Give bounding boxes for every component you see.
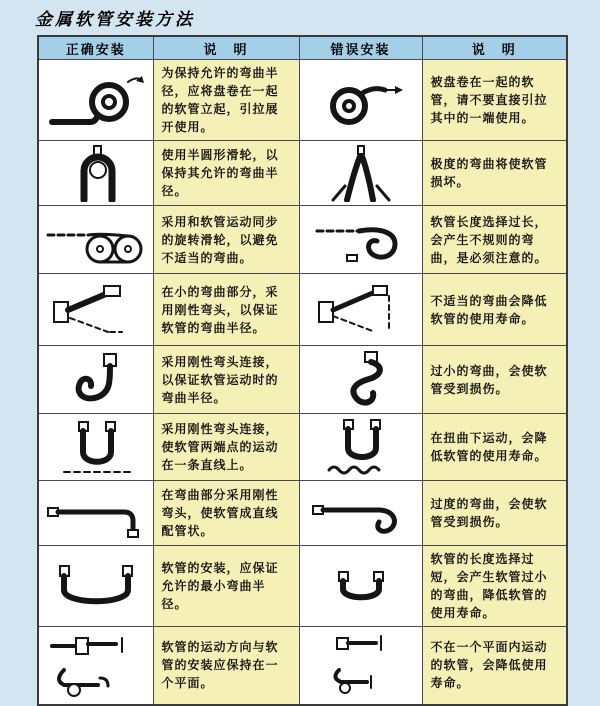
twisted-u-icon [311, 418, 411, 476]
semicircular-pulley-icon [46, 144, 146, 202]
correct-desc: 采用刚性弯头连接，使软管两端点的运动在一条直线上。 [153, 414, 299, 481]
table-row [38, 481, 567, 546]
header-description-2: 说 明 [422, 36, 567, 60]
correct-image-cell [38, 346, 153, 414]
correct-image-cell [38, 627, 153, 705]
correct-image-cell [38, 414, 153, 481]
rigid-elbow-icon [46, 280, 146, 340]
correct-desc: 采用刚性弯头连接，以保证软管运动时的弯曲半径。 [153, 346, 299, 414]
correct-image-cell [38, 141, 153, 206]
sharp-fold-icon [311, 144, 411, 202]
small-bend-icon [311, 350, 411, 410]
table-row [38, 546, 567, 627]
rotating-pulley-icon [44, 211, 148, 269]
wrong-image-cell [299, 60, 422, 141]
elbow-connect-icon [46, 350, 146, 410]
table-row [38, 627, 567, 705]
header-row [38, 36, 567, 60]
wrong-desc: 不适当的弯曲会降低软管的使用寿命。 [422, 274, 567, 346]
wrong-desc: 过度的弯曲，会使软管受到损伤。 [422, 481, 567, 546]
page-title: 金属软管安装方法 [35, 10, 195, 30]
in-plane-icon [44, 632, 148, 698]
header-wrong-install: 错误安装 [299, 36, 422, 60]
wrong-image-cell [299, 141, 422, 206]
wrong-desc: 在扭曲下运动，会降低软管的使用寿命。 [422, 414, 567, 481]
correct-image-cell [38, 274, 153, 346]
straight-pipe-elbow-icon [46, 486, 146, 540]
wrong-desc: 不在一个平面内运动的软管，会降低使用寿命。 [422, 627, 567, 705]
over-bend-icon [311, 486, 411, 540]
wrong-image-cell [299, 414, 422, 481]
wrong-image-cell [299, 346, 422, 414]
wrong-image-cell [299, 546, 422, 627]
correct-image-cell [38, 60, 153, 141]
wrong-image-cell [299, 627, 422, 705]
min-radius-u-icon [46, 558, 146, 614]
out-of-plane-icon [311, 632, 411, 698]
table-row [38, 141, 567, 206]
coil-pull-icon [311, 70, 411, 130]
header-description-1: 说 明 [153, 36, 299, 60]
table-row [38, 274, 567, 346]
header-correct-install: 正确安装 [38, 36, 153, 60]
inline-u-icon [46, 418, 146, 476]
table-row [38, 60, 567, 141]
correct-desc: 在小的弯曲部分，采用刚性弯头，以保证软管的弯曲半径。 [153, 274, 299, 346]
table-row [38, 346, 567, 414]
improper-bend-icon [311, 280, 411, 340]
table-row [38, 206, 567, 274]
hose-install-table [37, 35, 568, 706]
wrong-image-cell [299, 481, 422, 546]
correct-desc: 使用半圆形滑轮，以保持其允许的弯曲半径。 [153, 141, 299, 206]
correct-desc: 为保持允许的弯曲半径，应将盘卷在一起的软管立起，引拉展开使用。 [153, 60, 299, 141]
correct-desc: 软管的运动方向与软管的安装应保持在一个平面。 [153, 627, 299, 705]
wrong-desc: 软管长度选择过长，会产生不规则的弯曲，是必须注意的。 [422, 206, 567, 274]
correct-desc: 软管的安装，应保证允许的最小弯曲半径。 [153, 546, 299, 627]
coil-unroll-icon [46, 70, 146, 130]
correct-image-cell [38, 206, 153, 274]
correct-image-cell [38, 546, 153, 627]
wrong-desc: 极度的弯曲将使软管损坏。 [422, 141, 567, 206]
short-hose-icon [311, 558, 411, 614]
excess-length-loop-icon [311, 211, 411, 269]
correct-image-cell [38, 481, 153, 546]
wrong-image-cell [299, 206, 422, 274]
wrong-desc: 被盘卷在一起的软管，请不要直接引拉其中的一端使用。 [422, 60, 567, 141]
correct-desc: 采用和软管运动同步的旋转滑轮，以避免不适当的弯曲。 [153, 206, 299, 274]
correct-desc: 在弯曲部分采用刚性弯头，使软管成直线配管状。 [153, 481, 299, 546]
wrong-image-cell [299, 274, 422, 346]
table-row [38, 414, 567, 481]
wrong-desc: 软管的长度选择过短，会产生软管过小的弯曲，降低软管的使用寿命。 [422, 546, 567, 627]
wrong-desc: 过小的弯曲，会使软管受到损伤。 [422, 346, 567, 414]
